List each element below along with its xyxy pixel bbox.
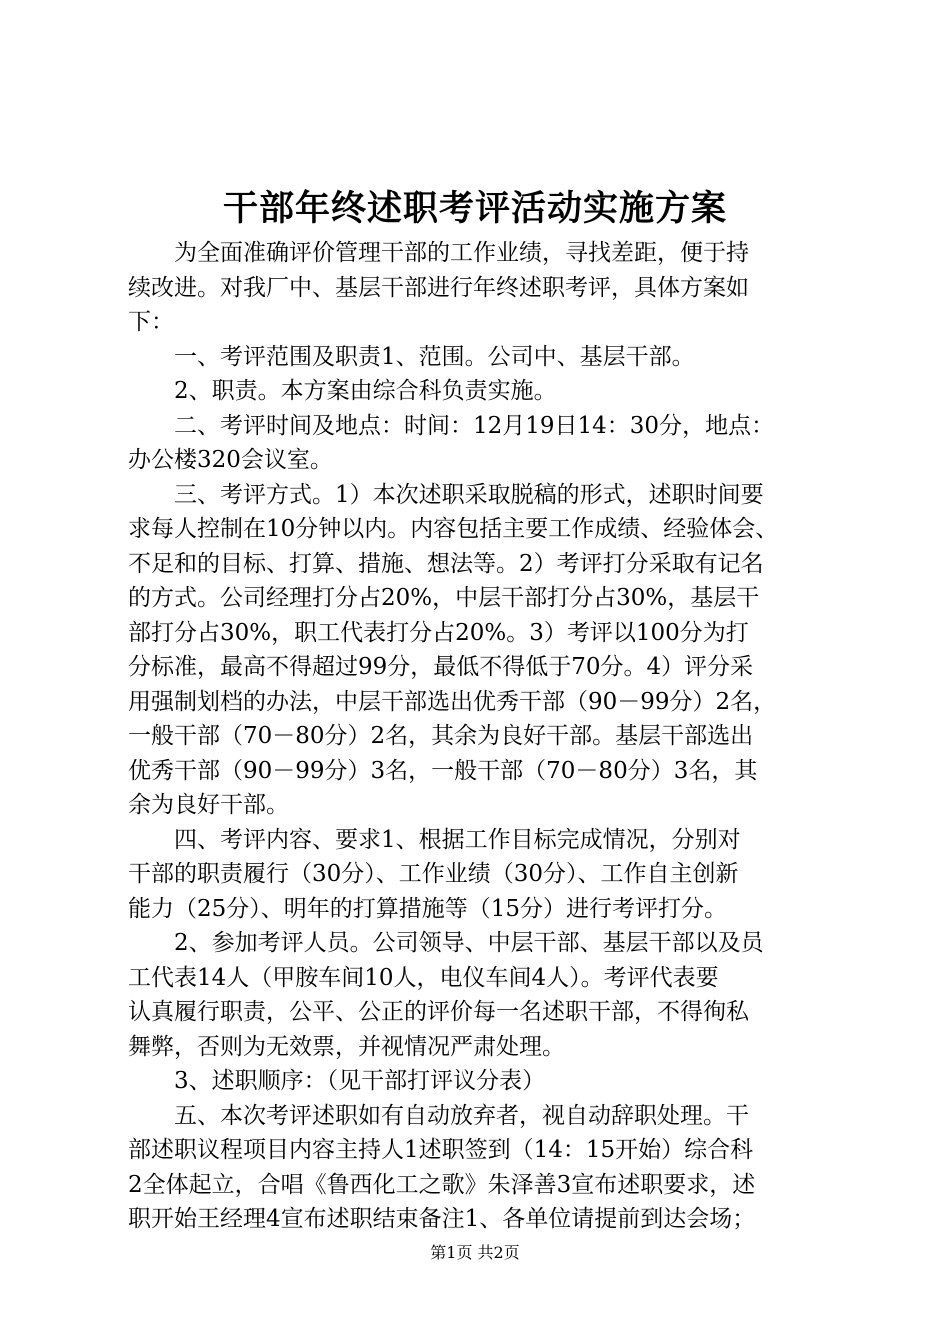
body-line: 用强制划档的办法，中层干部选出优秀干部（90－99分）2名， — [128, 688, 777, 715]
body-line: 五、本次考评述职如有自动放弃者，视自动辞职处理。干 — [128, 1102, 749, 1129]
body-line: 办公楼320会议室。 — [128, 447, 333, 473]
body-line: 为全面准确评价管理干部的工作业绩，寻找差距，便于持 — [128, 240, 749, 266]
body-line: 不足和的目标、打算、措施、想法等。2）考评打分采取有记名 — [128, 550, 764, 577]
body-line: 一般干部（70－80分）2名，其余为良好干部。基层干部选出 — [128, 723, 754, 749]
body-line: 二、考评时间及地点：时间：12月19日14：30分，地点： — [128, 412, 775, 439]
document-body — [128, 236, 828, 1237]
body-line: 优秀干部（90－99分）3名，一般干部（70－80分）3名，其 — [128, 757, 758, 784]
body-line: 的方式。公司经理打分占20%，中层干部打分占30%，基层干 — [128, 585, 760, 611]
body-line: 三、考评方式。1）本次述职采取脱稿的形式，述职时间要 — [128, 481, 764, 508]
body-line: 能力（25分）、明年的打算措施等（15分）进行考评打分。 — [128, 895, 728, 922]
body-line: 舞弊，否则为无效票，并视情况严肃处理。 — [128, 1033, 565, 1060]
body-line: 干部的职责履行（30分）、工作业绩（30分）、工作自主创新 — [128, 861, 739, 887]
body-line: 职开始王经理4宣布述职结束备注1、各单位请提前到达会场； — [128, 1206, 756, 1232]
body-line: 求每人控制在10分钟以内。内容包括主要工作成绩、经验体会、 — [128, 516, 779, 542]
body-line: 工代表14人（甲胺车间10人，电仪车间4人）。考评代表要 — [128, 964, 719, 991]
body-line: 分标准，最高不得超过99分，最低不得低于70分。4）评分采 — [128, 654, 754, 680]
body-line: 四、考评内容、要求1、根据工作目标完成情况，分别对 — [128, 826, 741, 853]
body-line: 下： — [128, 309, 174, 335]
page-footer: 第1页 共2页 — [430, 1243, 520, 1262]
body-line: 2、参加考评人员。公司领导、中层干部、基层干部以及员 — [128, 930, 764, 956]
document-title: 干部年终述职考评活动实施方案 — [222, 188, 727, 229]
body-line: 部述职议程项目内容主持人1述职签到（14：15开始）综合科 — [128, 1137, 754, 1163]
body-line: 3、述职顺序：（见干部打评议分表） — [128, 1068, 546, 1094]
body-line: 2、职责。本方案由综合科负责实施。 — [128, 378, 557, 404]
body-line: 一、考评范围及职责1、范围。公司中、基层干部。 — [128, 343, 695, 370]
body-line: 部打分占30%，职工代表打分占20%。3）考评以100分为打 — [128, 619, 749, 646]
body-line: 2全体起立，合唱《鲁西化工之歌》朱泽善3宣布述职要求，述 — [128, 1171, 756, 1198]
body-line: 认真履行职责，公平、公正的评价每一名述职干部，不得徇私 — [128, 999, 749, 1025]
body-line: 余为良好干部。 — [128, 792, 289, 818]
body-line: 续改进。对我厂中、基层干部进行年终述职考评，具体方案如 — [128, 274, 749, 301]
